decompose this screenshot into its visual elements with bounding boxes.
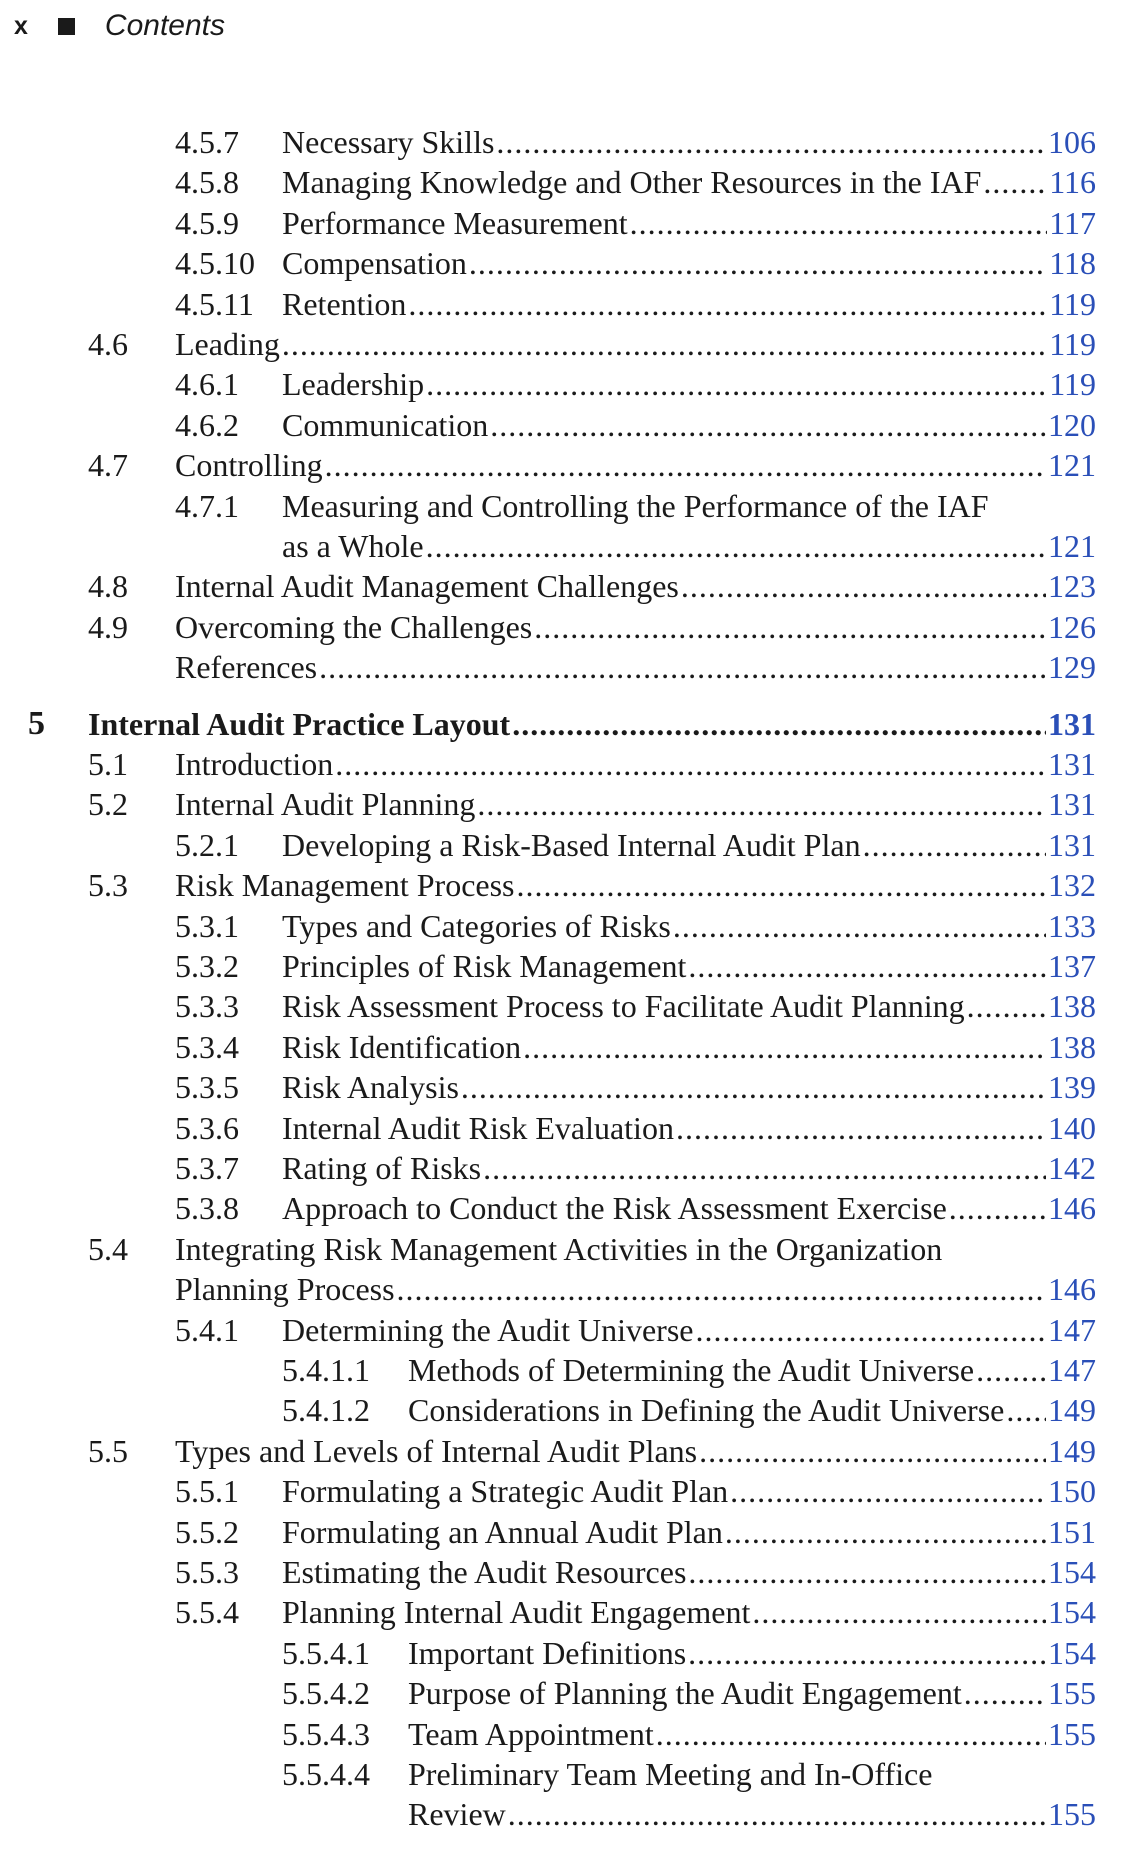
- toc-page-link[interactable]: 133: [1048, 907, 1096, 944]
- dot-leader: [490, 405, 1046, 445]
- toc-page-link[interactable]: 146: [1048, 1190, 1096, 1227]
- toc-entry-title: Controlling: [175, 447, 323, 484]
- toc-entry-number: 5.5.4.1: [282, 1634, 370, 1671]
- toc-entry-line: [408, 1794, 1096, 1834]
- toc-entry-line: [408, 1390, 1096, 1430]
- toc-entry[interactable]: [0, 445, 1130, 485]
- toc-entry-title: Communication: [282, 406, 489, 443]
- toc-entry-line: [175, 1269, 1096, 1309]
- toc-entry-title: References: [175, 649, 318, 686]
- toc-entry-title: Leadership: [282, 366, 425, 403]
- dot-leader: [681, 566, 1046, 606]
- toc-entry[interactable]: [0, 162, 1130, 202]
- toc-page-link[interactable]: 118: [1049, 245, 1096, 282]
- toc-entry-number: 5.3.2: [175, 948, 239, 984]
- toc-entry-title: Approach to Conduct the Risk Assessment Exercise: [282, 1190, 947, 1227]
- toc-entry-title: Formulating an Annual Audit Plan: [282, 1513, 723, 1550]
- toc-entry-title: Compensation: [282, 245, 467, 282]
- toc-entry-number: 5.3: [88, 867, 128, 904]
- toc-entry-title: Principles of Risk Management: [282, 948, 687, 984]
- dot-leader: [967, 986, 1046, 1026]
- toc-entry-number: 5.3.3: [175, 988, 239, 1025]
- toc-entry-line: [282, 203, 1096, 243]
- toc-entry-number: 5.5.4.2: [282, 1675, 370, 1712]
- dot-leader: [523, 1027, 1046, 1067]
- toc-entry-line: [175, 647, 1096, 687]
- toc-entry[interactable]: [0, 1229, 1130, 1269]
- toc-entry-line: [175, 744, 1096, 784]
- toc-entry-line: [408, 1633, 1096, 1673]
- toc-entry-number: 4.7: [88, 447, 128, 484]
- toc-page-link[interactable]: 151: [1048, 1513, 1096, 1550]
- toc-entry-number: 5.3.4: [175, 1028, 239, 1065]
- toc-entry-number: 5.5.4.4: [282, 1756, 370, 1792]
- toc-entry[interactable]: [0, 1754, 1130, 1794]
- toc-entry-line: [282, 986, 1096, 1026]
- dot-leader: [496, 122, 1046, 162]
- dot-leader: [676, 1108, 1046, 1148]
- toc-page-link[interactable]: 137: [1048, 948, 1096, 984]
- toc-entry[interactable]: [0, 607, 1130, 647]
- toc-entry-number: 5.5.4.3: [282, 1715, 370, 1752]
- toc-entry-line: [175, 865, 1096, 905]
- toc-entry-line: [282, 1148, 1096, 1188]
- toc-entry-line: [282, 1188, 1096, 1228]
- toc-entry-number: 4.6: [88, 326, 128, 362]
- toc-entry[interactable]: [0, 1431, 1130, 1471]
- toc-entry[interactable]: [0, 1027, 1130, 1067]
- toc-entry[interactable]: [0, 946, 1130, 986]
- toc-entry[interactable]: [0, 1633, 1130, 1673]
- toc-entry-title: Risk Management Process: [175, 867, 515, 904]
- toc-page-link[interactable]: 119: [1049, 285, 1096, 322]
- toc-entry-number: 5.4.1: [175, 1311, 239, 1348]
- toc-entry-title: Internal Audit Planning: [175, 786, 476, 823]
- toc-entry-title: Rating of Risks: [282, 1150, 482, 1186]
- toc-page-link[interactable]: 120: [1048, 406, 1096, 443]
- page-number: x: [14, 11, 28, 40]
- toc-entry[interactable]: [0, 566, 1130, 606]
- toc-entry-line: [408, 1754, 1096, 1794]
- toc-page-link[interactable]: 146: [1048, 1271, 1096, 1308]
- toc-entry-title: Risk Identification: [282, 1028, 522, 1065]
- toc-entry-title: Measuring and Controlling the Performance of the IAF: [282, 487, 989, 524]
- toc-entry-title: Planning Internal Audit Engagement: [282, 1594, 751, 1631]
- toc-entry[interactable]: [0, 122, 1130, 162]
- dot-leader: [282, 324, 1047, 364]
- toc-page-link[interactable]: 149: [1048, 1432, 1096, 1469]
- toc-entry-number: 5.5.1: [175, 1473, 239, 1510]
- toc-entry-title: Planning Process: [175, 1271, 395, 1308]
- toc-entry[interactable]: [0, 1552, 1130, 1592]
- running-title: Contents: [104, 9, 225, 42]
- toc-entry-number: 5.5.4: [175, 1594, 239, 1631]
- toc-page-link[interactable]: 126: [1048, 608, 1096, 645]
- toc-entry-number: 5.2.1: [175, 826, 239, 863]
- toc-page-link[interactable]: 119: [1049, 366, 1096, 403]
- toc-entry-title: Purpose of Planning the Audit Engagement: [408, 1675, 962, 1712]
- toc-page-link[interactable]: 154: [1048, 1554, 1096, 1590]
- toc-page-link[interactable]: 119: [1049, 326, 1096, 362]
- toc-entry-line: [175, 1229, 1096, 1269]
- toc-page-link[interactable]: 138: [1048, 1028, 1096, 1065]
- dot-leader: [397, 1269, 1046, 1309]
- toc-entry[interactable]: [0, 284, 1130, 324]
- toc-entry-line: [282, 1471, 1096, 1511]
- toc-entry-title: Developing a Risk-Based Internal Audit Plan: [282, 826, 861, 863]
- dot-leader: [469, 243, 1047, 283]
- running-header: [14, 6, 225, 46]
- toc-entry[interactable]: [0, 1269, 1130, 1309]
- toc-entry[interactable]: [0, 405, 1130, 445]
- toc-entry-line: [175, 566, 1096, 606]
- toc-entry-number: 5.5: [88, 1432, 128, 1469]
- toc-entry[interactable]: [0, 986, 1130, 1026]
- dot-leader: [730, 1471, 1046, 1511]
- toc-entry-line: [282, 162, 1096, 202]
- toc-entry-line: [175, 445, 1096, 485]
- toc-entry[interactable]: [0, 1794, 1130, 1834]
- toc-entry[interactable]: [0, 1310, 1130, 1350]
- toc-entry[interactable]: [0, 1390, 1130, 1430]
- toc-page-link[interactable]: 123: [1048, 568, 1096, 605]
- dot-leader: [325, 445, 1046, 485]
- toc-entry-title: Risk Analysis: [282, 1069, 459, 1106]
- toc-entry[interactable]: [0, 1350, 1130, 1390]
- toc-page-link[interactable]: 131: [1048, 705, 1096, 742]
- toc-entry-line: [282, 243, 1096, 283]
- toc-entry-line: [408, 1714, 1096, 1754]
- toc-entry[interactable]: [0, 865, 1130, 905]
- dot-leader: [483, 1148, 1046, 1188]
- toc-entry-number: 4.5.11: [175, 285, 254, 322]
- dot-leader: [512, 704, 1046, 744]
- dot-leader: [517, 865, 1047, 905]
- toc-entry-line: [282, 1027, 1096, 1067]
- toc-entry-number: 5.4.1.2: [282, 1392, 370, 1429]
- toc-entry-title: Estimating the Audit Resources: [282, 1554, 687, 1590]
- toc-entry-line: [282, 1592, 1096, 1632]
- toc-page-link[interactable]: 154: [1048, 1594, 1096, 1631]
- toc-entry-line: [282, 825, 1096, 865]
- toc-page-link[interactable]: 138: [1048, 988, 1096, 1025]
- toc-entry-number: 4.5.10: [175, 245, 255, 282]
- toc-entry-title: Preliminary Team Meeting and In-Office: [408, 1756, 933, 1792]
- dot-leader: [725, 1512, 1046, 1552]
- toc-entry-title: Overcoming the Challenges: [175, 608, 533, 645]
- toc-entry[interactable]: [0, 1512, 1130, 1552]
- dot-leader: [408, 284, 1047, 324]
- toc-page-link[interactable]: 131: [1048, 786, 1096, 823]
- toc-page-link[interactable]: 139: [1048, 1069, 1096, 1106]
- toc-entry[interactable]: [0, 744, 1130, 784]
- toc-entry-title: Review: [408, 1796, 506, 1833]
- toc-entry-title: Important Definitions: [408, 1634, 687, 1671]
- toc-entry-title: Managing Knowledge and Other Resources in the IAF: [282, 164, 982, 201]
- toc-entry-number: 5.3.8: [175, 1190, 239, 1227]
- dot-leader: [688, 1633, 1046, 1673]
- toc-entry-title: Necessary Skills: [282, 124, 495, 160]
- toc-entry-title: Performance Measurement: [282, 204, 628, 241]
- dot-leader: [508, 1794, 1046, 1834]
- toc-entry-number: 4.6.2: [175, 406, 239, 443]
- toc-entry-line: [282, 364, 1096, 404]
- toc-entry-line: [175, 324, 1096, 364]
- toc-entry[interactable]: [0, 784, 1130, 824]
- toc-entry-title: Team Appointment: [408, 1715, 654, 1752]
- toc-page-link[interactable]: 147: [1048, 1311, 1096, 1348]
- toc-entry-title: Risk Assessment Process to Facilitate Audit Planning: [282, 988, 965, 1025]
- dot-leader: [699, 1431, 1046, 1471]
- toc-entry-number: 4.5.7: [175, 124, 239, 160]
- toc-page-link[interactable]: 129: [1048, 649, 1096, 686]
- toc-entry-title: Considerations in Defining the Audit Universe: [408, 1392, 1005, 1429]
- toc-entry[interactable]: [0, 1108, 1130, 1148]
- toc-entry-number: 5.3.7: [175, 1150, 239, 1186]
- dot-leader: [319, 647, 1046, 687]
- toc-entry-number: 5.5.2: [175, 1513, 239, 1550]
- toc-entry-line: [282, 1310, 1096, 1350]
- toc-entry-title: Types and Categories of Risks: [282, 907, 671, 944]
- toc-entry-line: [282, 1108, 1096, 1148]
- dot-leader: [673, 906, 1046, 946]
- dot-leader: [688, 1552, 1046, 1592]
- toc-page-link[interactable]: 131: [1048, 826, 1096, 863]
- toc-entry-title: Internal Audit Management Challenges: [175, 568, 679, 605]
- toc-entry[interactable]: [0, 1148, 1130, 1188]
- toc-entry-title: Methods of Determining the Audit Universe: [408, 1352, 975, 1388]
- dot-leader: [461, 1067, 1046, 1107]
- toc-page-link[interactable]: 155: [1048, 1796, 1096, 1833]
- toc-entry[interactable]: [0, 203, 1130, 243]
- toc-entry-line: [282, 405, 1096, 445]
- toc-entry-number: 5.4.1.1: [282, 1352, 370, 1388]
- toc-entry[interactable]: [0, 647, 1130, 687]
- toc-entry-number: 5: [28, 704, 45, 742]
- dot-leader: [983, 162, 1047, 202]
- toc-entry-title: Internal Audit Practice Layout: [88, 705, 511, 742]
- dot-leader: [976, 1350, 1046, 1390]
- toc-entry-title: Leading: [175, 326, 280, 362]
- toc-entry-number: 4.7.1: [175, 487, 239, 524]
- toc-page-link[interactable]: 147: [1048, 1352, 1096, 1388]
- dot-leader: [688, 946, 1046, 986]
- toc-page-link[interactable]: 116: [1049, 164, 1096, 201]
- toc-entry-title: Internal Audit Risk Evaluation: [282, 1109, 674, 1146]
- toc-entry-number: 5.3.1: [175, 907, 239, 944]
- toc-entry-line: [175, 607, 1096, 647]
- dot-leader: [656, 1714, 1046, 1754]
- toc-entry[interactable]: [0, 1188, 1130, 1228]
- toc-entry-title: Integrating Risk Management Activities in the Organization: [175, 1230, 943, 1267]
- toc-entry[interactable]: [0, 1673, 1130, 1713]
- toc-page-link[interactable]: 142: [1048, 1150, 1096, 1186]
- toc-entry-number: 5.5.3: [175, 1554, 239, 1590]
- toc-entry-line: [175, 784, 1096, 824]
- toc-entry-number: 4.8: [88, 568, 128, 605]
- toc-entry-line: [282, 1512, 1096, 1552]
- toc-page-link[interactable]: 121: [1048, 447, 1096, 484]
- toc-entry-number: 4.6.1: [175, 366, 239, 403]
- toc-entry[interactable]: [0, 243, 1130, 283]
- toc-entry-line: [282, 1067, 1096, 1107]
- toc-entry-line: [282, 946, 1096, 986]
- toc-entry-title: Introduction: [175, 746, 334, 782]
- toc-entry-number: 4.9: [88, 608, 128, 645]
- toc-entry[interactable]: [0, 1067, 1130, 1107]
- toc-entry-line: [408, 1673, 1096, 1713]
- toc-entry-number: 4.5.8: [175, 164, 239, 201]
- toc-entry-number: 5.3.6: [175, 1109, 239, 1146]
- toc-entry[interactable]: [0, 486, 1130, 526]
- toc-entry-line: [282, 1552, 1096, 1592]
- dot-leader: [534, 607, 1046, 647]
- dot-leader: [477, 784, 1046, 824]
- toc-entry-line: [408, 1350, 1096, 1390]
- dot-leader: [335, 744, 1046, 784]
- dot-leader: [752, 1592, 1046, 1632]
- toc-entry-line: [282, 122, 1096, 162]
- toc-page-link[interactable]: 149: [1048, 1392, 1096, 1429]
- toc-page-link[interactable]: 155: [1048, 1675, 1096, 1712]
- toc-entry-title: Determining the Audit Universe: [282, 1311, 694, 1348]
- toc-page-link[interactable]: 117: [1049, 204, 1096, 241]
- toc-entry[interactable]: [0, 825, 1130, 865]
- toc-entry-number: 5.2: [88, 786, 128, 823]
- dot-leader: [695, 1310, 1046, 1350]
- toc-entry-line: [88, 704, 1096, 744]
- toc-page-link[interactable]: 155: [1048, 1715, 1096, 1752]
- toc-page-link[interactable]: 121: [1048, 528, 1096, 564]
- toc-entry-title: Retention: [282, 285, 407, 322]
- toc-entry[interactable]: [0, 1714, 1130, 1754]
- toc-entry-line: [282, 284, 1096, 324]
- toc-entry-number: 5.1: [88, 746, 128, 782]
- toc-entry-title: as a Whole: [282, 528, 424, 564]
- toc-entry[interactable]: [0, 1592, 1130, 1632]
- square-bullet-icon: [58, 18, 75, 35]
- dot-leader: [426, 526, 1046, 566]
- toc-page-link[interactable]: 140: [1048, 1109, 1096, 1146]
- toc-page-link[interactable]: 154: [1048, 1634, 1096, 1671]
- toc-entry-line: [282, 906, 1096, 946]
- toc-entry-title: Formulating a Strategic Audit Plan: [282, 1473, 729, 1510]
- toc-entry-line: [282, 526, 1096, 566]
- toc-page-link[interactable]: 106: [1048, 124, 1096, 160]
- toc-entry[interactable]: [0, 906, 1130, 946]
- toc-entry-number: 5.3.5: [175, 1069, 239, 1106]
- toc-entry-number: 5.4: [88, 1230, 128, 1267]
- toc-entry[interactable]: [0, 1471, 1130, 1511]
- toc-entry[interactable]: [0, 364, 1130, 404]
- toc-entry-line: [175, 1431, 1096, 1471]
- dot-leader: [1006, 1390, 1046, 1430]
- toc-page-link[interactable]: 132: [1048, 867, 1096, 904]
- toc-entry-title: Types and Levels of Internal Audit Plans: [175, 1432, 698, 1469]
- dot-leader: [426, 364, 1047, 404]
- toc-page-link[interactable]: 131: [1048, 746, 1096, 782]
- dot-leader: [630, 203, 1048, 243]
- dot-leader: [949, 1188, 1046, 1228]
- dot-leader: [863, 825, 1046, 865]
- toc-entry-number: 4.5.9: [175, 204, 239, 241]
- toc-entry-line: [282, 486, 1096, 526]
- toc-entry[interactable]: [0, 526, 1130, 566]
- toc-chapter-entry[interactable]: [0, 704, 1130, 744]
- toc-entry[interactable]: [0, 324, 1130, 364]
- dot-leader: [964, 1673, 1046, 1713]
- toc-page-link[interactable]: 150: [1048, 1473, 1096, 1510]
